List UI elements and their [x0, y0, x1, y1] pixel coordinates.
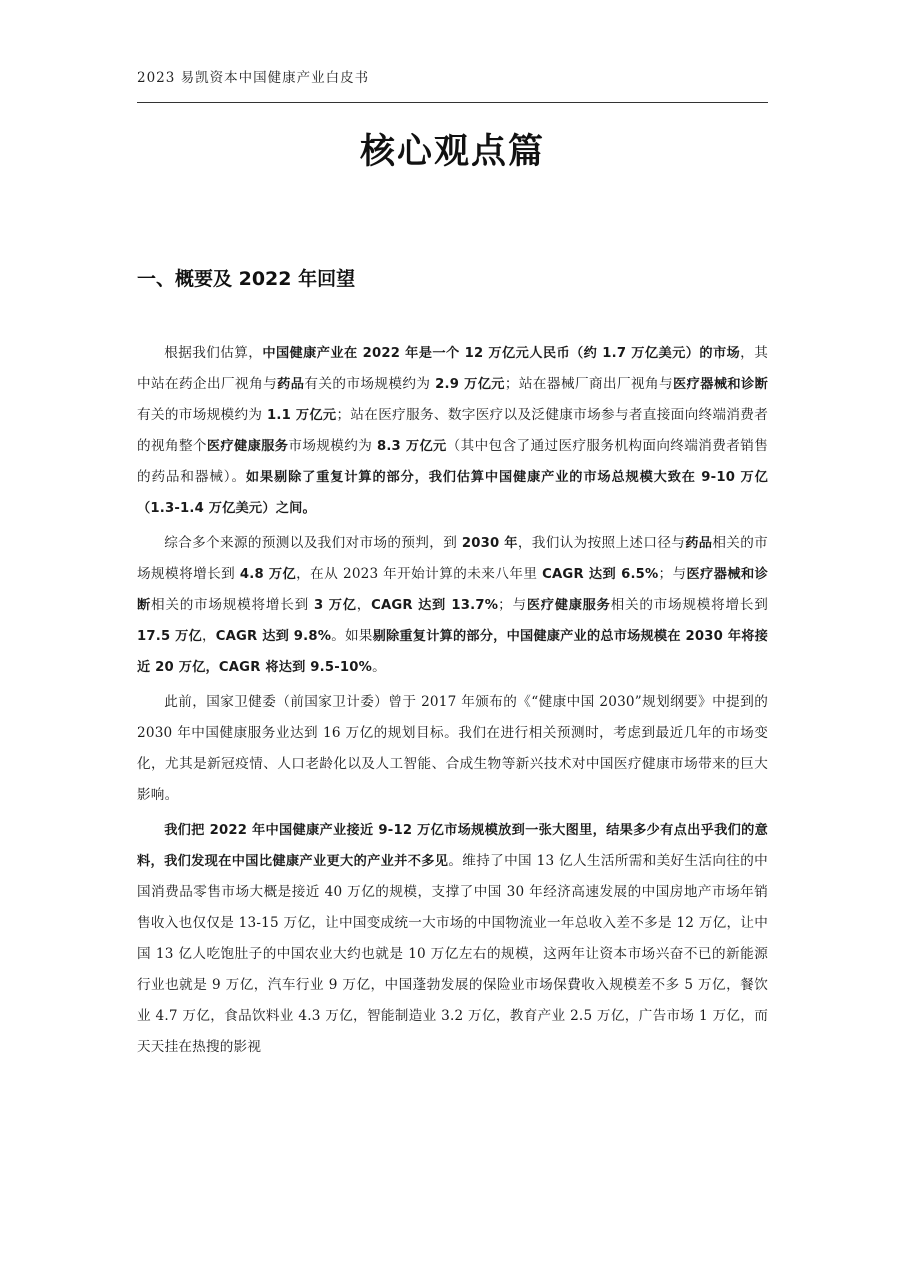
text-run: 有关的市场规模约为 — [137, 407, 267, 423]
text-run: 有关的市场规模约为 — [304, 376, 436, 392]
text-run: （其中包含了通过医疗服务机构面向终端消费者销售的药品和器械）。 — [137, 438, 768, 485]
bold-text-run: CAGR 达到 6.5% — [542, 567, 659, 582]
paragraph — [137, 528, 768, 683]
bold-text-run: 2.9 万亿元 — [435, 377, 505, 392]
text-run: ；站在医疗服务、数字医疗以及泛健康市场参与者直接面向终端消费者的视角整个 — [137, 407, 768, 454]
text-run: 相关的市场规模将增长到 — [150, 597, 315, 613]
text-run: 综合多个来源的预测以及我们对市场的预判，到 — [164, 535, 462, 551]
bold-text-run: 药品 — [685, 536, 713, 551]
bold-text-run: 医疗健康服务 — [206, 439, 289, 454]
bold-text-run: 剔除重复计算的部分，中国健康产业的总市场规模在 2030 年将接近 20 万亿，CAGR 将达到 9.5-10% — [137, 629, 768, 675]
text-run: 。如果 — [331, 628, 373, 644]
text-run: 。 — [372, 659, 386, 675]
body-text — [137, 338, 768, 1067]
bold-text-run: 1.1 万亿元 — [266, 408, 337, 423]
bold-text-run: 医疗器械和诊断 — [137, 567, 769, 613]
page-title: 核心观点篇 — [359, 132, 545, 172]
bold-text-run: 17.5 万亿 — [137, 629, 202, 644]
text-run: 此前，国家卫健委（前国家卫计委）曾于 2017 年颁布的《“健康中国 2030”规划纲要》中提到的 2030 年中国健康服务业达到 16 万亿的规划目标。我们在进行相关预测时，考虑到最近几年的市场变化，尤其是新冠疫情、人口老龄化以及人工智能、合成生物等新兴技术对中国医疗健康市场带来的巨大影响。 — [137, 694, 768, 803]
text-run: ；与 — [658, 566, 687, 582]
bold-text-run: CAGR 达到 9.8% — [215, 629, 332, 644]
text-run: 相关的市场规模将增长到 — [610, 597, 769, 613]
paragraph — [137, 687, 768, 811]
bold-text-run: 如果剔除了重复计算的部分，我们估算中国健康产业的市场总规模大致在 9-10 万亿（1.3-1.4 万亿美元）之间。 — [137, 470, 768, 516]
bold-text-run: 医疗器械和诊断 — [673, 377, 769, 392]
paragraph — [137, 815, 768, 1063]
header-divider — [137, 102, 768, 103]
text-run: ，其中站在药企出厂视角与 — [137, 345, 768, 392]
section-heading: 一、概要及 2022 年回望 — [137, 268, 356, 290]
text-run: 。维持了中国 13 亿人生活所需和美好生活向往的中国消费品零售市场大概是接近 40 万亿的规模，支撑了中国 30 年经济高速发展的中国房地产市场年销售收入也仅仅是 13-15 万亿，让中国变成统一大市场的中国物流业一年总收入差不多是 12 万亿，让中国 13 亿人吃饱肚子的中国农业大约也就是 10 万亿左右的规模，这两年让资本市场兴奋不已的新能源行业也就是 9 万亿，汽车行业 9 万亿，中国蓬勃发展的保险业市场保費收入规模差不多 5 万亿，餐饮业 4.7 万亿，食品饮料业 4.3 万亿，智能制造业 3.2 万亿，教育产业 2.5 万亿，广告市场 1 万亿，而天天挂在热搜的影视 — [137, 853, 768, 1055]
text-run: ，在从 2023 年开始计算的未来八年里 — [296, 566, 543, 582]
bold-text-run: 药品 — [277, 377, 305, 392]
bold-text-run: 3 万亿 — [314, 598, 357, 613]
text-run: ， — [201, 628, 216, 644]
text-run: ，我们认为按照上述口径与 — [517, 535, 686, 551]
bold-text-run: 4.8 万亿 — [239, 567, 297, 582]
paragraph — [137, 338, 768, 524]
text-run: 根据我们估算， — [164, 345, 263, 361]
bold-text-run: 医疗健康服务 — [526, 598, 611, 613]
bold-text-run: 中国健康产业在 2022 年是一个 12 万亿元人民币（约 1.7 万亿美元）的市场 — [262, 346, 741, 361]
text-run: ；站在器械厂商出厂视角与 — [504, 376, 674, 392]
text-run: ， — [356, 597, 372, 613]
bold-text-run: 8.3 万亿元 — [376, 439, 447, 454]
text-run: 市场规模约为 — [288, 438, 377, 454]
text-run: 相关的市场规模将增长到 — [137, 535, 768, 582]
bold-text-run: 2030 年 — [461, 536, 518, 551]
bold-text-run: 我们把 2022 年中国健康产业接近 9-12 万亿市场规模放到一张大图里，结果多少有点出乎我们的意料，我们发现在中国比健康产业更大的产业并不多见 — [137, 823, 768, 869]
bold-text-run: CAGR 达到 13.7% — [371, 598, 499, 613]
text-run: ；与 — [498, 597, 527, 613]
running-header: 2023 易凯资本中国健康产业白皮书 — [137, 70, 370, 86]
